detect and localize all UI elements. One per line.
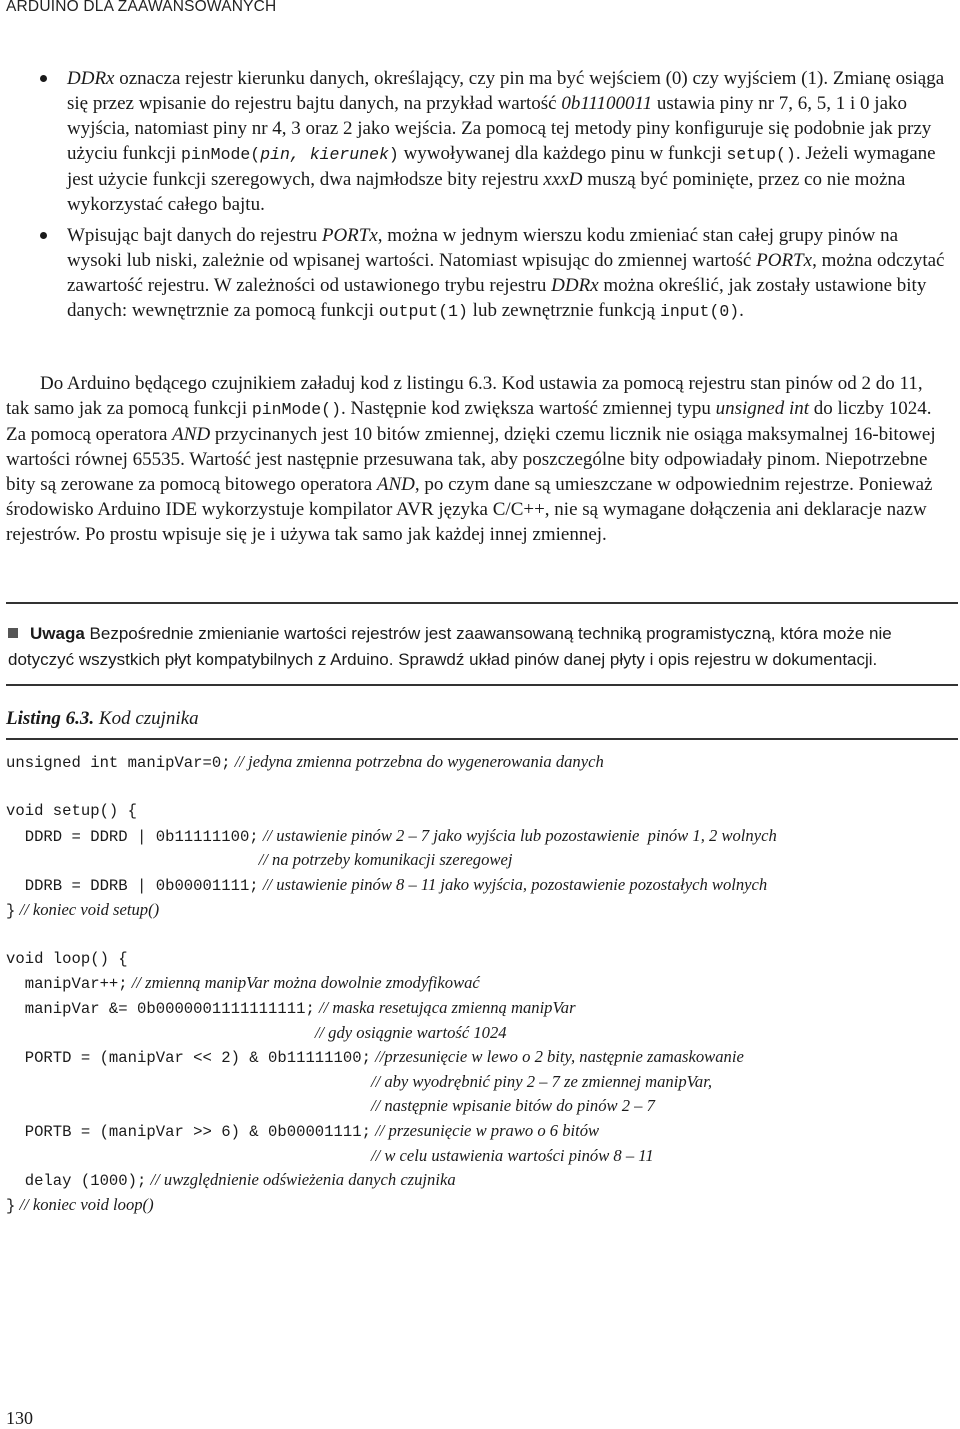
italic-term: xxxD <box>543 169 583 190</box>
code-text: PORTD = (manipVar << 2) & 0b11111100; <box>6 1049 371 1068</box>
code-comment: // ustawienie pinów 2 – 7 jako wyjścia lub pozostawienie pinów 1, 2 wolnych <box>258 825 777 845</box>
body-paragraph <box>6 371 946 547</box>
text-run: można określić, jak zostały ustawione bity danych: wewnętrznie za pomocą funkcji <box>67 275 927 321</box>
text-run: , można w jednym wierszu kodu zmieniać stan całej grupy pinów na wysoki lub niski, zależnie od wpisanej wartości. Natomiast wpisując do zmiennej wartość <box>67 225 899 271</box>
code-line <box>6 750 958 775</box>
text-run: lub zewnętrznie funkcją <box>467 300 660 321</box>
code-text: void setup() { <box>6 802 138 821</box>
code-line <box>6 1045 958 1070</box>
note-text: Bezpośrednie zmienianie wartości rejestrów jest zaawansowaną techniką programistyczną, która może nie dotyczyć wszystkich płyt kompatybilnych z Arduino. Sprawdź układ pinów danej płyty i opis rejestru w dokumentacji. <box>8 624 892 669</box>
code-line <box>6 996 958 1021</box>
code-text: manipVar++; <box>6 975 128 994</box>
code-line <box>6 971 958 996</box>
code-comment: // zmienną manipVar można dowolnie zmodyfikować <box>127 973 480 993</box>
code-comment: // następnie wpisanie bitów do pinów 2 – 7 <box>370 1096 655 1116</box>
bullet-dot-icon <box>40 232 47 239</box>
text-run: . <box>739 300 744 321</box>
code-comment: // gdy osiągnie wartość 1024 <box>314 1022 507 1042</box>
code-text <box>6 852 259 870</box>
page-number: 130 <box>6 1408 33 1428</box>
code-comment: // na potrzeby komunikacji szeregowej <box>258 850 513 870</box>
code-text <box>6 1074 371 1092</box>
code-line <box>6 1144 958 1169</box>
code-comment: //przesunięcie w lewo o 2 bity, następnie zamaskowanie <box>370 1047 744 1067</box>
bullet-list <box>34 66 956 330</box>
listing-label: Listing 6.3. <box>6 708 95 729</box>
text-run: Wpisując bajt danych do rejestru <box>67 225 322 246</box>
inline-code: input(0) <box>659 302 740 321</box>
text-run: , można odczytać zawartość rejestru. W zależności od ustawionego trybu rejestru <box>67 250 945 296</box>
italic-term: DDRx <box>551 275 599 296</box>
code-line <box>6 1193 958 1218</box>
code-line <box>6 1094 958 1119</box>
code-text: unsigned int manipVar=0; <box>6 754 231 772</box>
code-text <box>6 1025 315 1043</box>
listing-rule <box>6 738 958 740</box>
note-box <box>8 621 958 673</box>
code-text: DDRD = DDRD | 0b11111100; <box>6 827 259 846</box>
inline-code-param: pin, kierunek <box>260 145 389 164</box>
code-text: PORTB = (manipVar >> 6) & 0b00001111; <box>6 1122 371 1141</box>
text-run: ustawia piny nr 7, 6, 5, 1 i 0 jako wyjścia, natomiast piny nr 4, 3 oraz 2 jako wejścia. Za pomocą tej metody piny konfiguruje się podobnie jak przy użyciu funkcji <box>67 93 932 164</box>
note-top-rule <box>6 602 958 604</box>
code-line <box>6 947 958 972</box>
code-line <box>6 799 958 824</box>
text-run: . Jeżeli wymagane jest użycie funkcji szeregowych, dwa najmłodsze bity rejestru <box>67 143 936 190</box>
code-comment: // koniec void loop() <box>15 1194 154 1214</box>
code-comment: // maska resetująca zmienną manipVar <box>314 997 576 1017</box>
running-head: ARDUINO DLA ZAAWANSOWANYCH <box>6 0 277 15</box>
code-text: delay (1000); <box>6 1172 147 1191</box>
inline-code: output(1) <box>378 302 468 321</box>
code-text <box>6 1098 371 1116</box>
text-run: oznacza rejestr kierunku danych, określający, czy pin ma być wejściem (0) czy wyjściem (1). Zmianę osiąga się przez wpisanie do rejestru bajtu danych, na przykład wartość <box>67 68 945 114</box>
code-comment: // ustawienie pinów 8 – 11 jako wyjścia, pozostawienie pozostałych wolnych <box>258 874 768 894</box>
italic-term: PORTx <box>321 225 378 246</box>
code-line <box>6 1070 958 1095</box>
text-run: Do Arduino będącego czujnikiem załaduj kod z listingu 6.3. Kod ustawia za pomocą rejestru stan pinów od 2 do 11, tak samo jak za pomocą funkcji <box>6 373 923 419</box>
note-square-icon <box>8 628 18 638</box>
code-text <box>6 1148 371 1166</box>
code-comment: // aby wyodrębnić piny 2 – 7 ze zmiennej manipVar, <box>370 1071 712 1091</box>
code-line <box>6 873 958 898</box>
text-run: . Następnie kod zwiększa wartość zmiennej typu <box>340 398 716 419</box>
bullet-text <box>67 225 944 321</box>
bullet-text <box>67 68 944 215</box>
note-bottom-rule <box>6 684 958 686</box>
inline-code: ) <box>388 145 399 164</box>
inline-code: setup() <box>726 145 796 164</box>
code-line <box>6 1119 958 1144</box>
note-heading: Uwaga <box>30 624 85 643</box>
code-line <box>6 898 958 923</box>
code-listing <box>6 750 958 1217</box>
bullet-item <box>34 66 956 217</box>
italic-term: DDRx <box>67 68 115 89</box>
code-comment: // jedyna zmienna potrzebna do wygenerowania danych <box>230 752 604 771</box>
italic-term: PORTx <box>756 250 813 271</box>
code-line <box>6 922 958 947</box>
code-line <box>6 1168 958 1193</box>
italic-term: AND <box>376 474 415 495</box>
text-run: , po czym dane są umieszczane w odpowiednim rejestrze. Ponieważ środowisko Arduino IDE wykorzystuje kompilator AVR języka C/C++, nie są wymagane dołączenia ani deklaracje nazw rejestrów. Po prostu wpisuje się je i używa tak samo jak każdej innej zmiennej. <box>6 474 933 545</box>
italic-term: AND <box>172 424 211 445</box>
italic-term: unsigned int <box>715 398 810 419</box>
inline-code: pinMode() <box>251 400 341 419</box>
code-comment: // uwzględnienie odświeżenia danych czujnika <box>146 1170 456 1190</box>
code-line <box>6 1021 958 1046</box>
bullet-dot-icon <box>40 75 47 82</box>
text-run: przycinanych jest 10 bitów zmiennej, dzięki czemu licznik nie osiąga maksymalnej 16-bitowej wartości równej 65535. Wartość jest następnie przesuwana tak, aby poszczególne bity odpowiadały pinom. Niepotrzebne bity są zerowane za pomocą bitowego operatora <box>6 424 936 495</box>
code-text: } <box>6 1196 16 1215</box>
bullet-item <box>34 223 956 324</box>
code-comment: // koniec void setup() <box>15 899 160 919</box>
italic-term: 0b11100011 <box>561 93 653 114</box>
listing-title <box>6 708 199 730</box>
code-line <box>6 848 958 873</box>
code-comment: // w celu ustawienia wartości pinów 8 – 11 <box>370 1145 654 1165</box>
code-comment: // przesunięcie w prawo o 6 bitów <box>370 1120 600 1140</box>
code-text: } <box>6 901 16 920</box>
code-line <box>6 824 958 849</box>
listing-caption: Kod czujnika <box>94 708 199 729</box>
text-run: wywoływanej dla każdego pinu w funkcji <box>398 143 727 164</box>
code-text: void loop() { <box>6 949 128 968</box>
inline-code: pinMode( <box>180 145 261 164</box>
text-run: do liczby 1024. Za pomocą operatora <box>6 398 932 445</box>
text-run: muszą być pominięte, przez co nie można wykorzystać całego bajtu. <box>67 169 906 215</box>
code-line <box>6 775 958 800</box>
code-text: manipVar &= 0b0000001111111111; <box>6 999 315 1018</box>
code-text: DDRB = DDRB | 0b00001111; <box>6 876 259 895</box>
